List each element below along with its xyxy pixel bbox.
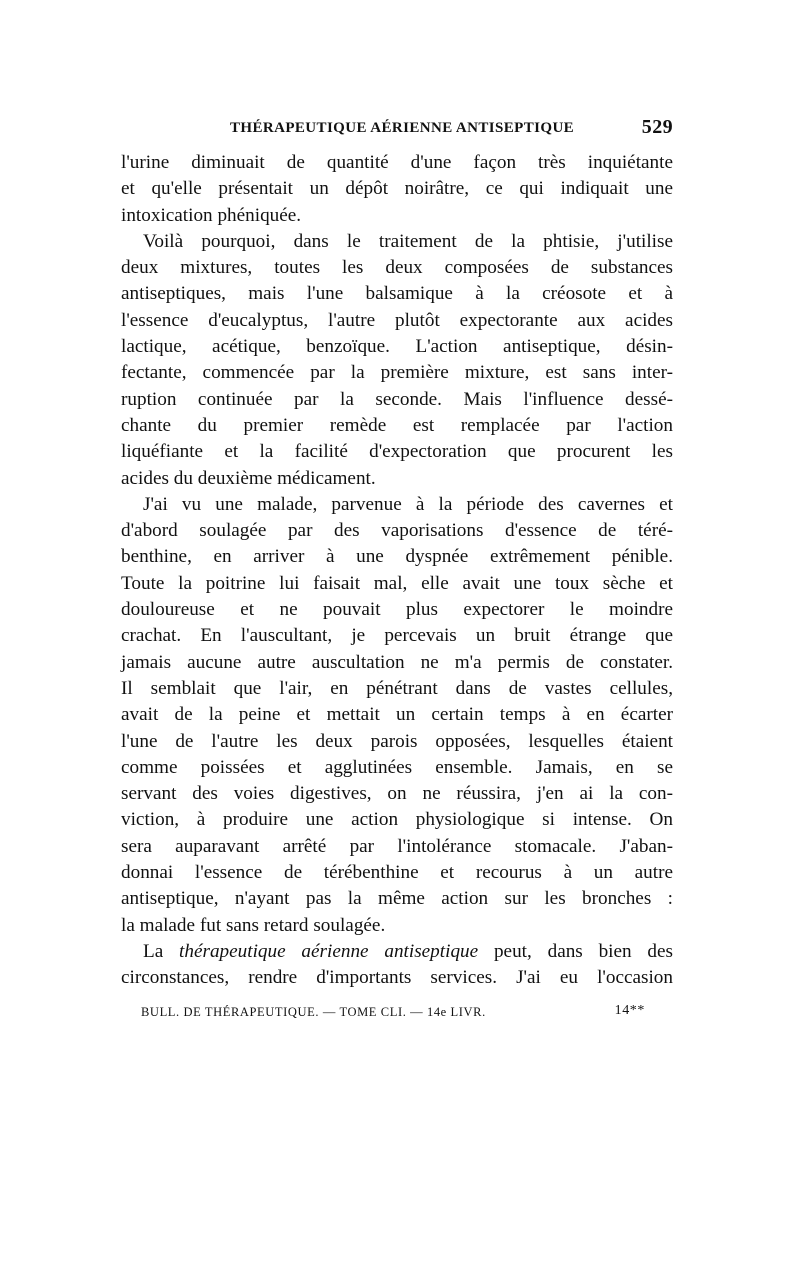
text-line: l'urine diminuait de quantité d'une façon très inquiétante [121,152,673,173]
footer-signature: 14** [614,1002,645,1018]
text-line: et qu'elle présentait un dépôt noirâtre, ce qui indiquait une [121,178,673,200]
text-line: benthine, en arriver à une dyspnée extrêmement pénible. [121,546,673,568]
text-line: Toute la poitrine lui faisait mal, elle avait une toux sèche et [121,572,673,594]
text-line: J'ai vu une malade, parvenue à la période des cavernes et [143,493,673,515]
text-line: avait de la peine et mettait un certain temps à en écarter [121,704,673,726]
page [121,116,673,1025]
text-line: l'une de l'autre les deux parois opposées, lesquelles étaient [121,730,673,752]
text-line: antiseptiques, mais l'une balsamique à la créosote et à [121,283,673,305]
text-line: acides du deuxième médicament. [121,467,376,489]
text-line: crachat. En l'auscultant, je percevais un bruit étrange que [121,625,673,647]
running-header [121,116,673,150]
text-line: circonstances, rendre d'importants services. J'ai eu l'occasion [121,967,673,989]
page-number: 529 [641,116,673,138]
text-line: intoxication phéniquée. [121,204,302,226]
text-line: La thérapeutique aérienne antiseptique peut, dans bien des [143,940,673,962]
text-line: la malade fut sans retard soulagée. [121,914,386,936]
text-line: d'abord soulagée par des vaporisations d'essence de téré- [121,520,673,542]
text-line: deux mixtures, toutes les deux composées de substances [121,257,673,279]
footer-citation: BULL. DE THÉRAPEUTIQUE. — TOME CLI. — 14e LIVR. [141,1004,486,1019]
text-line: comme poissées et agglutinées ensemble. Jamais, en se [121,756,673,778]
emphasis-title: thérapeutique aérienne antiseptique [179,940,479,962]
running-title: THÉRAPEUTIQUE AÉRIENNE ANTISEPTIQUE [230,120,575,136]
text-line: servant des voies digestives, on ne réussira, j'en ai la con- [121,783,673,805]
text-line: l'essence d'eucalyptus, l'autre plutôt expectorante aux acides [121,309,673,331]
text-line: viction, à produire une action physiologique si intense. On [121,809,673,831]
text-line: jamais aucune autre auscultation ne m'a permis de constater. [121,651,673,673]
text-line: douloureuse et ne pouvait plus expectorer le moindre [121,599,673,621]
page-footer [121,1001,673,1025]
text-line: Il semblait que l'air, en pénétrant dans de vastes cellules, [121,677,673,699]
text-line: ruption continuée par la seconde. Mais l'influence dessé- [121,388,673,410]
text-line: liquéfiante et la facilité d'expectoration que procurent les [121,441,673,463]
text-line: antiseptique, n'ayant pas la même action sur les bronches : [121,888,673,910]
text-line: lactique, acétique, benzoïque. L'action antiseptique, désin- [121,336,673,358]
text-line: Voilà pourquoi, dans le traitement de la phtisie, j'utilise [143,230,673,252]
body-text [121,150,673,992]
text-line: sera auparavant arrêté par l'intolérance stomacale. J'aban- [121,835,673,857]
text-line: donnai l'essence de térébenthine et recourus à un autre [121,862,673,884]
text-line: chante du premier remède est remplacée par l'action [121,414,673,436]
text-line: fectante, commencée par la première mixture, est sans inter- [121,362,673,384]
